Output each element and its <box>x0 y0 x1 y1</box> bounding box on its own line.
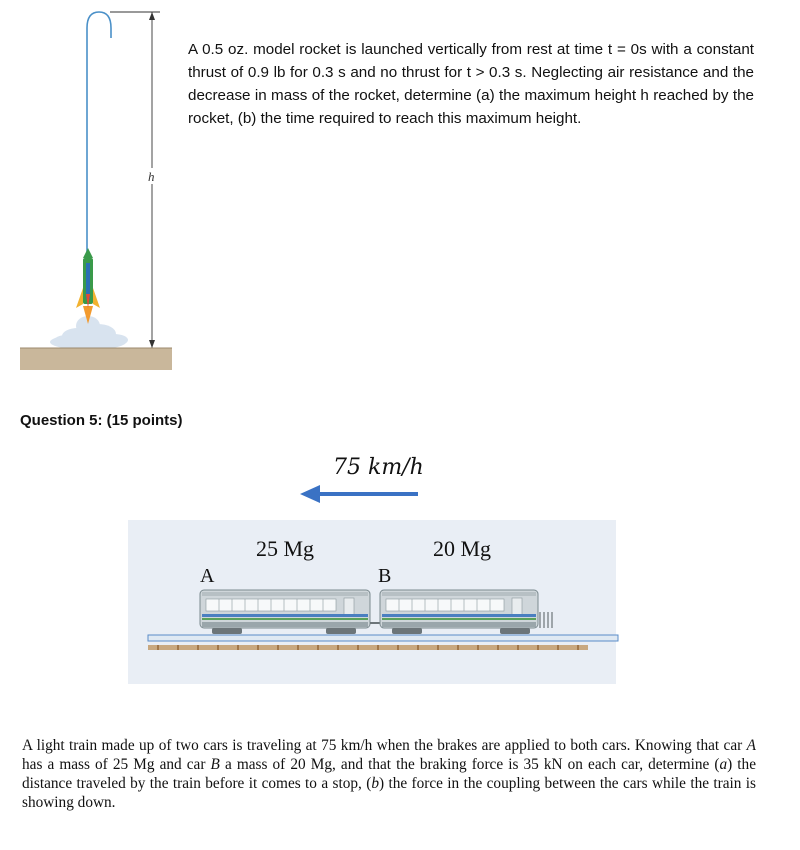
rocket-trail <box>87 12 111 258</box>
rocket-figure <box>20 8 175 373</box>
car-b <box>380 590 552 634</box>
problem5-text: A light train made up of two cars is traveling at 75 km/h when the brakes are applied to both cars. Knowing that car A has a mass of 25 Mg and car B a mass of 20 Mg, and that the braking force is 35 kN on each car, determine (a) the distance traveled by the train before it comes to a stop, (b) the force in the coupling between the cars while the train is showing down. <box>22 737 757 811</box>
rocket-diagram <box>20 8 175 373</box>
car-a-mass-label: 25 Mg <box>256 536 315 561</box>
train-diagram <box>128 442 648 687</box>
railway-ties <box>148 645 588 650</box>
ground <box>20 348 172 370</box>
car-a <box>200 590 370 634</box>
speed-label: 75 km/h <box>333 455 424 480</box>
car-a-label: A <box>200 565 215 587</box>
height-label: h <box>148 169 155 184</box>
car-b-mass-label: 20 Mg <box>433 536 492 561</box>
arrow-bottom-icon <box>149 340 155 348</box>
rocket-icon <box>76 248 100 308</box>
question5-heading: Question 5: (15 points) <box>20 412 183 429</box>
train-figure <box>128 442 648 687</box>
smoke-cloud <box>50 316 128 350</box>
direction-arrow-icon <box>300 485 418 503</box>
rail <box>148 635 618 641</box>
arrow-top-icon <box>149 12 155 20</box>
car-b-label: B <box>378 565 392 587</box>
problem4-text: A 0.5 oz. model rocket is launched vertically from rest at time t = 0s with a constant thrust of 0.9 lb for 0.3 s and no thrust for t > 0.3 s. Neglecting air resistance and the decrease in mass of the rocket, determine (a) the maximum height h reached by the rocket, (b) the time required to reach this maximum height. <box>188 41 754 127</box>
